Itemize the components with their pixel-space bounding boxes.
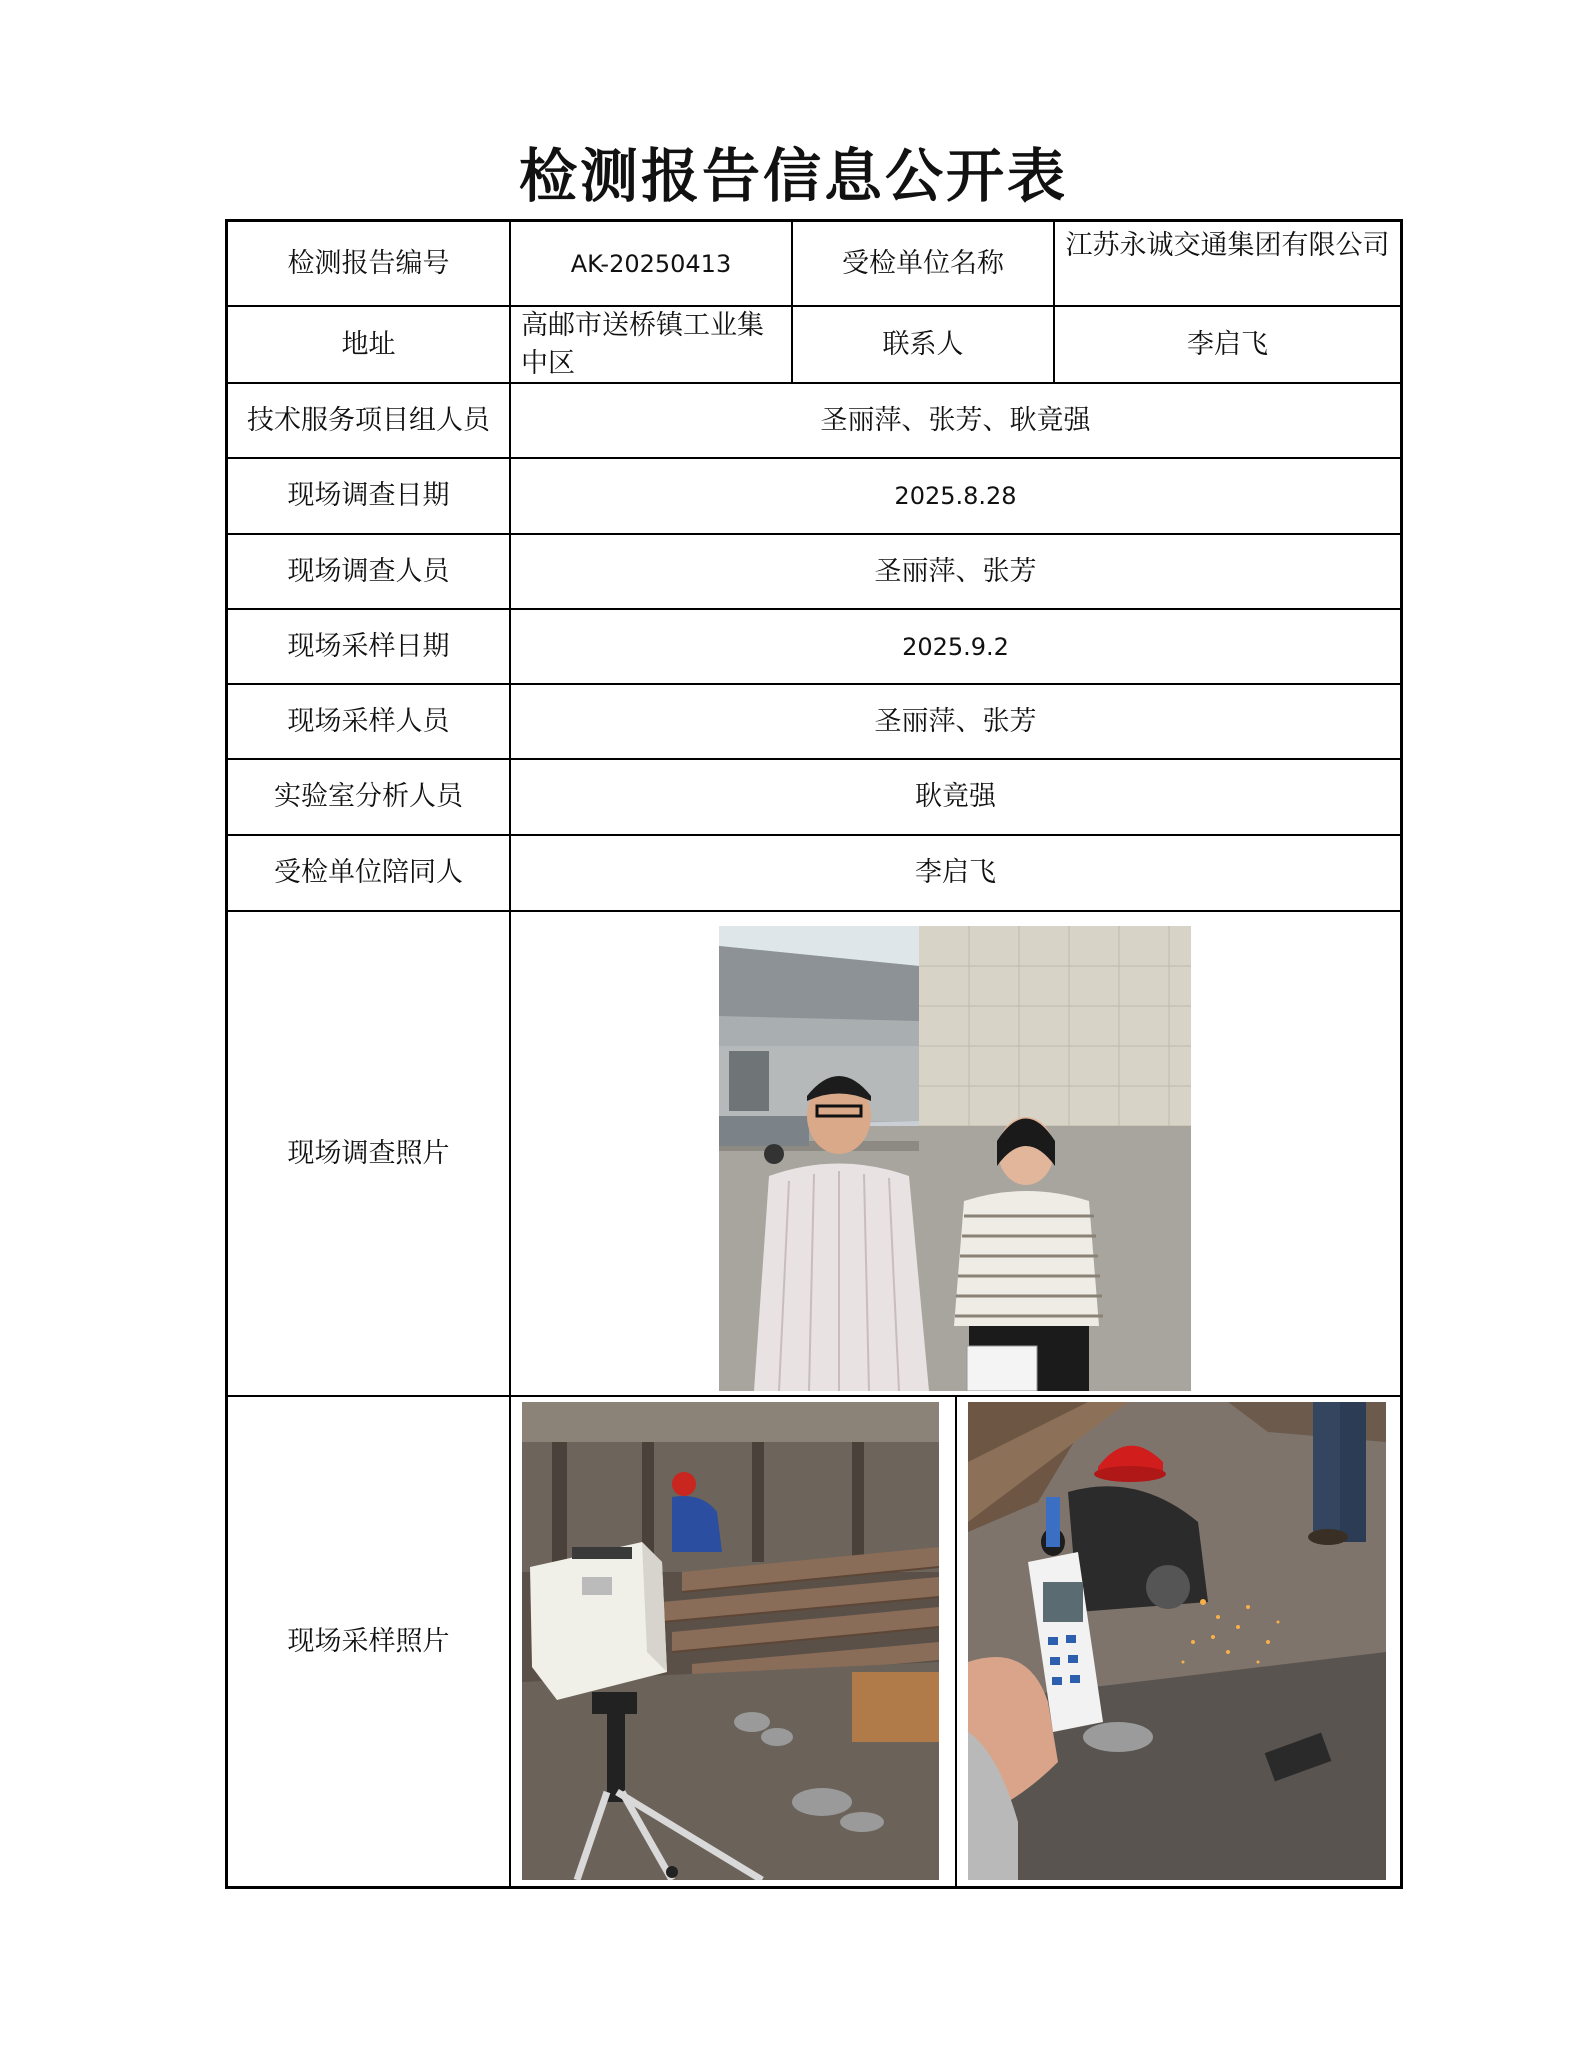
report-no-value: AK-20250413 <box>511 222 793 307</box>
sampling-photo-left <box>522 1402 939 1880</box>
survey-date-value: 2025.8.28 <box>511 459 1400 535</box>
address-value: 高邮市送桥镇工业集中区 <box>511 307 793 384</box>
sampling-staff-label: 现场采样人员 <box>228 685 511 760</box>
contact-value: 李启飞 <box>1055 307 1400 384</box>
address-label: 地址 <box>228 307 511 384</box>
sampling-photo-label: 现场采样照片 <box>228 1397 511 1886</box>
survey-photo <box>719 926 1191 1391</box>
survey-staff-value: 圣丽萍、张芳 <box>511 535 1400 610</box>
unit-name-label: 受检单位名称 <box>793 222 1055 307</box>
team-value: 圣丽萍、张芳、耿竟强 <box>511 384 1400 459</box>
lab-staff-value: 耿竟强 <box>511 760 1400 836</box>
team-label: 技术服务项目组人员 <box>228 384 511 459</box>
sampling-photo-right <box>968 1402 1386 1880</box>
sampling-date-value: 2025.9.2 <box>511 610 1400 685</box>
sampling-date-label: 现场采样日期 <box>228 610 511 685</box>
unit-name-value: 江苏永诚交通集团有限公司 <box>1055 222 1400 307</box>
report-no-label: 检测报告编号 <box>228 222 511 307</box>
lab-staff-label: 实验室分析人员 <box>228 760 511 836</box>
survey-date-label: 现场调查日期 <box>228 459 511 535</box>
page-title: 检测报告信息公开表 <box>518 142 1068 210</box>
sampling-staff-value: 圣丽萍、张芳 <box>511 685 1400 760</box>
survey-staff-label: 现场调查人员 <box>228 535 511 610</box>
escort-label: 受检单位陪同人 <box>228 836 511 912</box>
survey-photo-label: 现场调查照片 <box>228 912 511 1397</box>
escort-value: 李启飞 <box>511 836 1400 912</box>
contact-label: 联系人 <box>793 307 1055 384</box>
